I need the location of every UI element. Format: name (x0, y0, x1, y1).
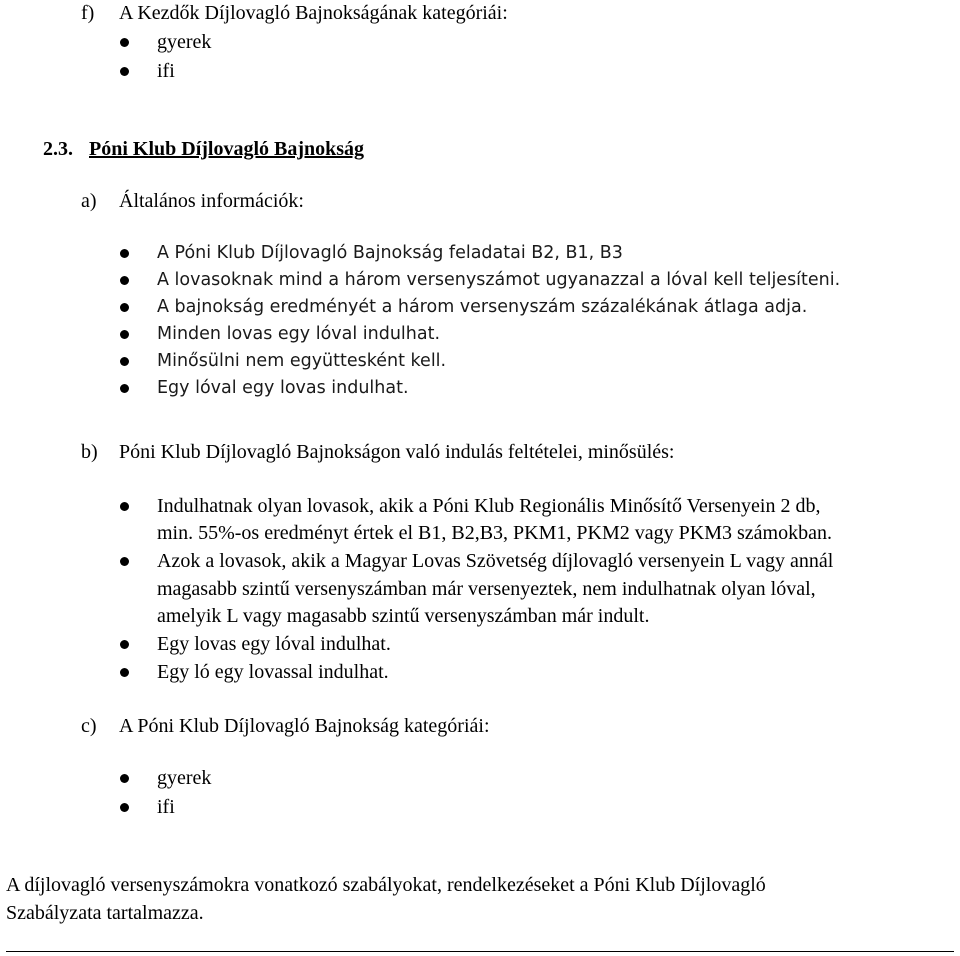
bullet-icon (120, 249, 129, 258)
section-b-item-line: Azok a lovasok, akik a Magyar Lovas Szövetség díjlovagló versenyein L vagy annál (157, 550, 834, 572)
bullet-icon (120, 330, 129, 339)
section-a-marker: a) (81, 190, 97, 212)
section-a-item: A lovasoknak mind a három versenyszámot ugyanazzal a lóval kell teljesíteni. (157, 270, 841, 290)
bullet-icon (120, 502, 129, 511)
bullet-icon (120, 668, 129, 677)
section-a-item: Egy lóval egy lovas indulhat. (157, 378, 409, 398)
section-a-item: A bajnokság eredményét a három versenyszám százalékának átlaga adja. (157, 297, 808, 317)
section-c-title: A Póni Klub Díjlovagló Bajnokság kategóriái: (119, 715, 490, 737)
section-b-marker: b) (81, 441, 98, 463)
section-f-marker: f) (81, 2, 95, 24)
bullet-icon (120, 384, 129, 393)
section-b-item-line: Egy ló egy lovassal indulhat. (157, 661, 389, 683)
closing-paragraph-line: A díjlovagló versenyszámokra vonatkozó szabályokat, rendelkezéseket a Póni Klub Díjlovagló (6, 874, 766, 896)
section-b-item-line: magasabb szintű versenyszámban már versenyeztek, nem indulhatnak olyan lóval, (157, 578, 816, 600)
bullet-icon (120, 557, 129, 566)
section-b-title: Póni Klub Díjlovagló Bajnokságon való indulás feltételei, minősülés: (119, 441, 675, 463)
page-title: Póni Klub Díjlovagló Bajnokság (89, 138, 365, 160)
section-b-item-line: amelyik L vagy magasabb szintű versenyszámban már indult. (157, 605, 650, 627)
section-a-title: Általános információk: (119, 190, 304, 212)
bullet-icon (120, 38, 129, 47)
heading-number: 2.3. (43, 138, 73, 160)
footer-divider (6, 951, 954, 952)
section-f-title: A Kezdők Díjlovagló Bajnokságának kategóriái: (119, 2, 508, 24)
closing-paragraph-line: Szabályzata tartalmazza. (6, 902, 204, 924)
section-b-item-line: Indulhatnak olyan lovasok, akik a Póni Klub Regionális Minősítő Versenyein 2 db, (157, 495, 821, 517)
bullet-icon (120, 303, 129, 312)
bullet-icon (120, 803, 129, 812)
section-f-item: ifi (157, 60, 175, 82)
bullet-icon (120, 640, 129, 649)
bullet-icon (120, 276, 129, 285)
bullet-icon (120, 67, 129, 76)
section-c-marker: c) (81, 715, 97, 737)
section-a-item: Minősülni nem együttesként kell. (157, 351, 447, 371)
bullet-icon (120, 774, 129, 783)
section-c-item: gyerek (157, 767, 212, 789)
section-f-item: gyerek (157, 31, 212, 53)
section-a-item: A Póni Klub Díjlovagló Bajnokság feladatai B2, B1, B3 (157, 243, 623, 263)
section-b-item-line: Egy lovas egy lóval indulhat. (157, 633, 391, 655)
section-a-item: Minden lovas egy lóval indulhat. (157, 324, 441, 344)
bullet-icon (120, 357, 129, 366)
section-c-item: ifi (157, 796, 175, 818)
section-b-item-line: min. 55%-os eredményt értek el B1, B2,B3, PKM1, PKM2 vagy PKM3 számokban. (157, 522, 832, 544)
